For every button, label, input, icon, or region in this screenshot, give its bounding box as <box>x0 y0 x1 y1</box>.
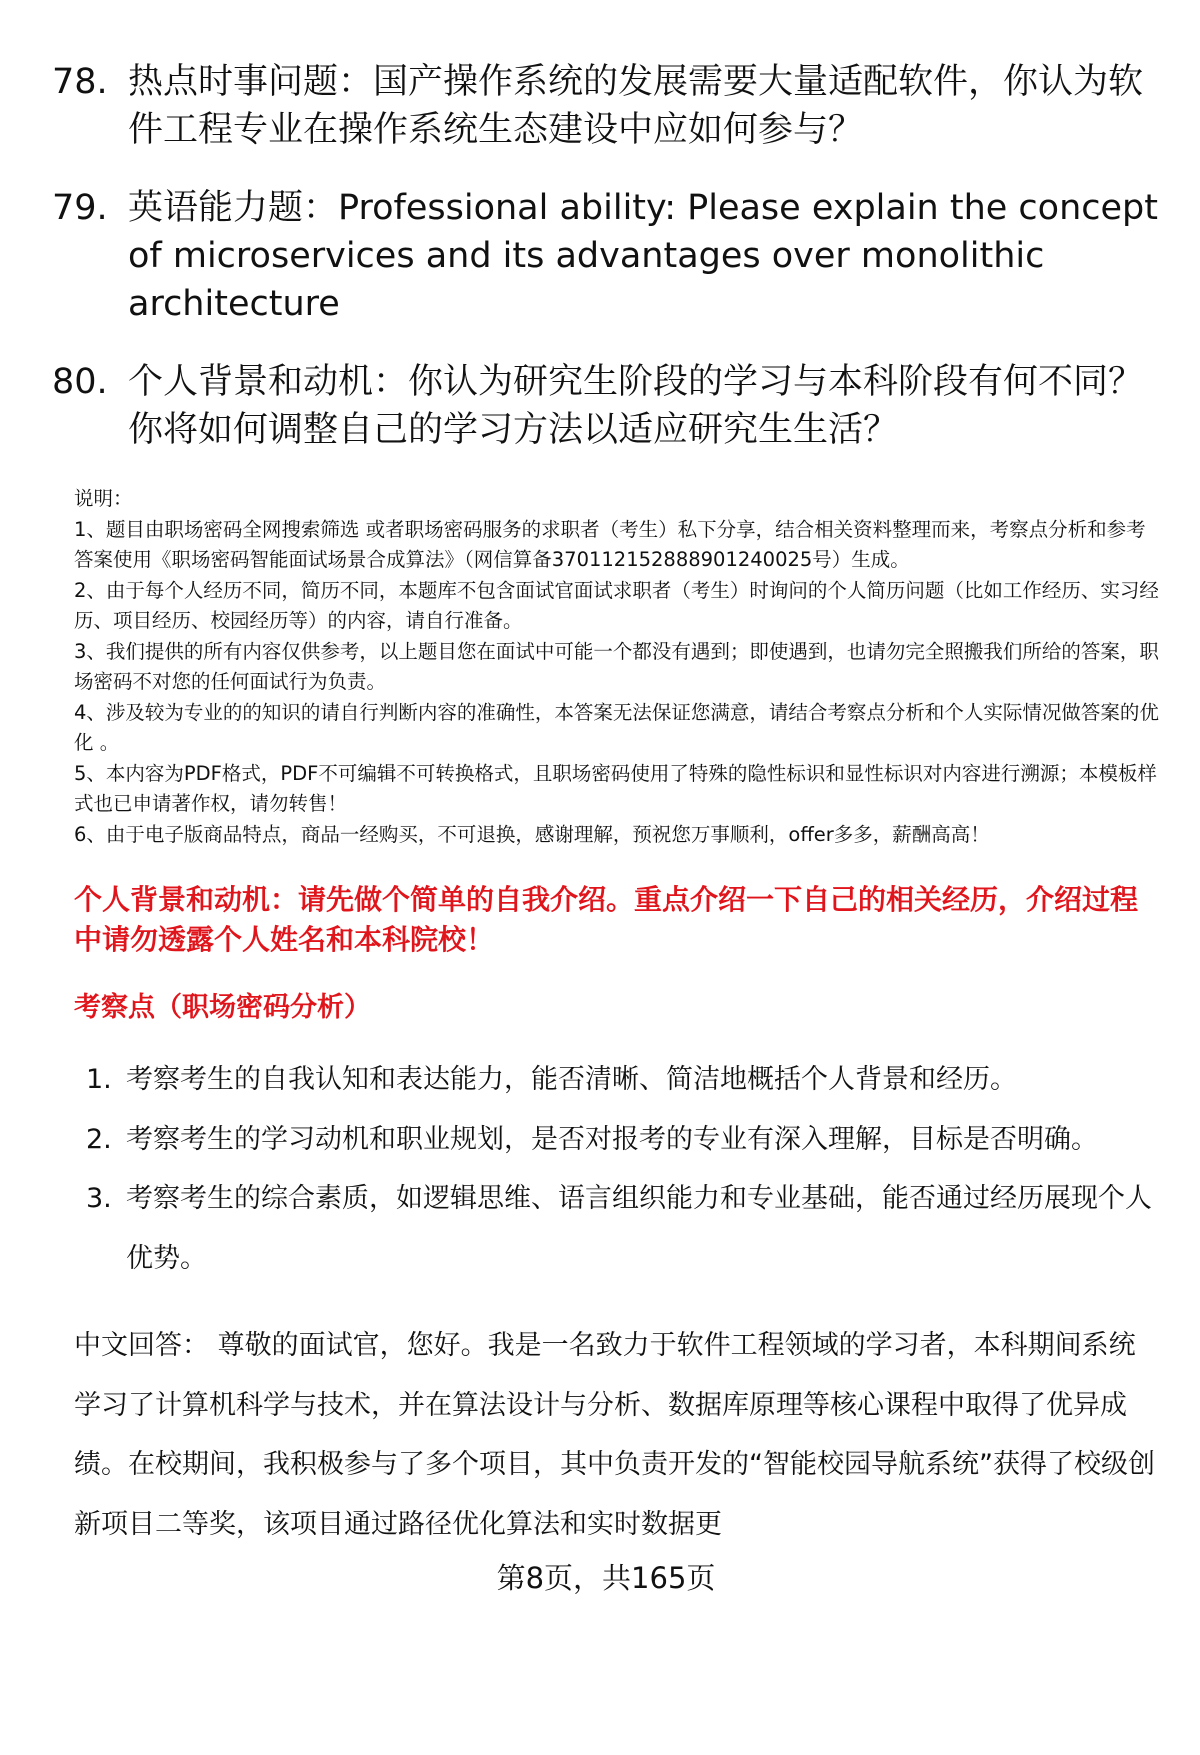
point-text: 考察考生的学习动机和职业规划，是否对报考的专业有深入理解，目标是否明确。 <box>126 1123 1098 1155</box>
analysis-points <box>74 1050 1160 1288</box>
question-80 <box>52 358 1160 454</box>
page-footer: 第8页，共165页 <box>496 1561 716 1595</box>
note-item: 4、涉及较为专业的的知识的请自行判断内容的准确性，本答案无法保证您满意，请结合考察点分析和个人实际情况做答案的优化 。 <box>74 700 1159 754</box>
note-item: 3、我们提供的所有内容仅供参考，以上题目您在面试中可能一个都没有遇到；即使遇到，也请勿完全照搬我们所给的答案，职场密码不对您的任何面试行为负责。 <box>74 639 1159 693</box>
point-number: 1. <box>86 1064 112 1095</box>
question-78 <box>52 58 1160 154</box>
notes-section <box>74 484 1160 850</box>
analysis-heading: 考察点（职场密码分析） <box>74 992 371 1023</box>
analysis-point <box>74 1169 1160 1288</box>
question-number: 80. <box>52 362 108 402</box>
note-item: 1、题目由职场密码全网搜索筛选 或者职场密码服务的求职者（考生）私下分享，结合相关资料整理而来，考察点分析和参考答案使用《职场密码智能面试场景合成算法》（网信算备370112152888901240025号）生成。 <box>74 517 1146 571</box>
point-text: 考察考生的综合素质，如逻辑思维、语言组织能力和专业基础，能否通过经历展现个人优势。 <box>126 1183 1152 1274</box>
note-item: 6、由于电子版商品特点，商品一经购买，不可退换，感谢理解，预祝您万事顺利，offer多多，薪酬高高！ <box>74 822 990 846</box>
question-number: 79. <box>52 188 108 228</box>
question-text: 个人背景和动机：你认为研究生阶段的学习与本科阶段有何不同？你将如何调整自己的学习方法以适应研究生生活？ <box>128 362 1144 450</box>
question-number: 78. <box>52 62 108 102</box>
question-heading: 个人背景和动机：请先做个简单的自我介绍。重点介绍一下自己的相关经历，介绍过程中请勿透露个人姓名和本科院校！ <box>74 883 1139 956</box>
question-text: 热点时事问题：国产操作系统的发展需要大量适配软件，你认为软件工程专业在操作系统生态建设中应如何参与？ <box>128 62 1144 150</box>
analysis-point <box>74 1110 1160 1170</box>
question-79 <box>52 184 1160 328</box>
note-item: 2、由于每个人经历不同，简历不同，本题库不包含面试官面试求职者（考生）时询问的个人简历问题（比如工作经历、实习经历、项目经历、校园经历等）的内容，请自行准备。 <box>74 578 1159 632</box>
point-number: 2. <box>86 1123 112 1155</box>
point-number: 3. <box>86 1183 112 1214</box>
notes-title: 说明： <box>74 487 133 510</box>
question-text: 英语能力题：Professional ability: Please explain the concept of microservices and its advantages over monolithic architecture <box>128 188 1158 324</box>
answer-text: 中文回答： 尊敬的面试官，您好。我是一名致力于软件工程领域的学习者，本科期间系统学习了计算机科学与技术，并在算法设计与分析、数据库原理等核心课程中取得了优异成绩。在校期间，我积极参与了多个项目，其中负责开发的“智能校园导航系统”获得了校级创新项目二等奖，该项目通过路径优化算法和实时数据更 <box>74 1330 1155 1540</box>
point-text: 考察考生的自我认知和表达能力，能否清晰、简洁地概括个人背景和经历。 <box>126 1064 1017 1095</box>
analysis-point <box>74 1050 1160 1110</box>
note-item: 5、本内容为PDF格式，PDF不可编辑不可转换格式，且职场密码使用了特殊的隐性标识和显性标识对内容进行溯源；本模板样式也已申请著作权，请勿转售！ <box>74 761 1157 815</box>
